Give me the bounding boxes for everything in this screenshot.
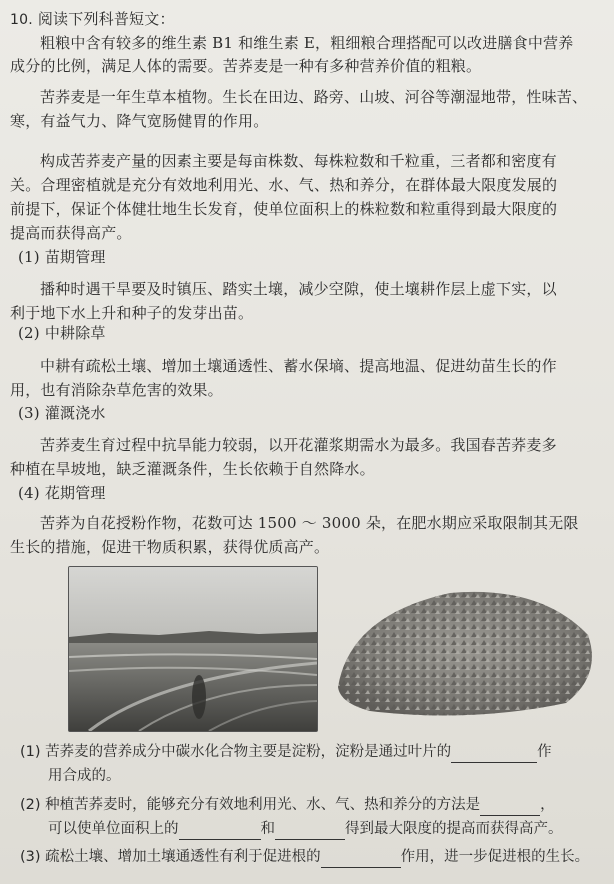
answer-blank-q3[interactable] xyxy=(321,851,401,868)
article-line: 苦荞麦是一年生草本植物。生长在田边、路旁、山坡、河谷等潮湿地带，性味苦、 xyxy=(40,88,588,106)
section-heading: (2) 中耕除草 xyxy=(18,324,106,342)
article-line: 寒，有益气力、降气宽肠健胃的作用。 xyxy=(10,112,269,130)
article-line: 构成苦荞麦产量的因素主要是每亩株数、每株粒数和千粒重，三者都和密度有 xyxy=(40,152,557,170)
section-heading: (4) 花期管理 xyxy=(18,484,106,502)
article-line: 苦荞麦生育过程中抗旱能力较弱，以开花灌浆期需水为最多。我国春苦荞麦多 xyxy=(40,436,557,454)
article-line: 苦荞为自花授粉作物，花数可达 1500 ～ 3000 朵，在肥水期应采取限制其无限 xyxy=(40,514,579,532)
article-line: 关。合理密植就是充分有效地利用光、水、气、热和养分，在群体最大限度发展的 xyxy=(10,176,558,194)
answer-blank-q1[interactable] xyxy=(451,746,537,763)
question-2-line-2 xyxy=(48,818,606,840)
article-line: 用，也有消除杂草危害的效果。 xyxy=(10,381,223,399)
question-2-line-1 xyxy=(20,794,606,816)
answer-blank-q2-b[interactable] xyxy=(275,823,345,840)
question-3-text: (3) 疏松土壤、增加土壤通透性有利于促进根的 xyxy=(20,849,321,865)
question-header xyxy=(10,8,606,31)
article-line: 种植在旱坡地，缺乏灌溉条件，生长依赖于自然降水。 xyxy=(10,460,375,478)
question-2-text-b: 可以使单位面积上的 xyxy=(48,821,179,837)
question-1-line-1 xyxy=(20,741,606,763)
question-number: 10. xyxy=(10,12,33,28)
question-2-comma: ， xyxy=(540,797,555,813)
buckwheat-grain-photo xyxy=(330,575,602,725)
question-2-and: 和 xyxy=(260,821,275,837)
article-line: 前提下，保证个体健壮地生长发育，使单位面积上的株粒数和粒重得到最大限度的 xyxy=(10,200,558,218)
buckwheat-field-photo xyxy=(68,566,318,732)
section-heading: (1) 苗期管理 xyxy=(18,248,106,266)
answer-blank-q2-method[interactable] xyxy=(480,799,540,816)
grain-pile-image xyxy=(330,575,602,725)
article-line: 提高而获得高产。 xyxy=(10,224,132,242)
article-line: 粗粮中含有较多的维生素 B1 和维生素 E，粗细粮合理搭配可以改进膳食中营养 xyxy=(40,34,574,52)
article-line: 生长的措施，促进干物质积累，获得优质高产。 xyxy=(10,538,330,556)
question-3-line-1 xyxy=(20,846,606,868)
field-landscape-image xyxy=(69,567,317,731)
question-1-text: (1) 苦荞麦的营养成分中碳水化合物主要是淀粉，淀粉是通过叶片的 xyxy=(20,744,452,760)
question-instruction: 阅读下列科普短文： xyxy=(37,10,175,28)
article-line: 中耕有疏松土壤、增加土壤通透性、蓄水保墒、提高地温、促进幼苗生长的作 xyxy=(40,357,557,375)
article-line: 成分的比例，满足人体的需要。苦荞麦是一种有多种营养价值的粗粮。 xyxy=(10,57,482,75)
question-1-line-2: 用合成的。 xyxy=(48,768,121,784)
article-line: 播种时遇干旱要及时镇压、踏实土壤，减少空隙，使土壤耕作层上虚下实，以 xyxy=(40,280,557,298)
question-1-text-end: 作 xyxy=(537,744,552,760)
question-2-text: (2) 种植苦荞麦时，能够充分有效地利用光、水、气、热和养分的方法是 xyxy=(20,797,481,813)
article-line: 利于地下水上升和种子的发芽出苗。 xyxy=(10,304,254,322)
question-2-text-end: 得到最大限度的提高而获得高产。 xyxy=(345,821,563,837)
section-heading: (3) 灌溉浇水 xyxy=(18,404,106,422)
question-3-text-end: 作用，进一步促进根的生长。 xyxy=(400,849,590,865)
answer-blank-q2-a[interactable] xyxy=(179,823,261,840)
